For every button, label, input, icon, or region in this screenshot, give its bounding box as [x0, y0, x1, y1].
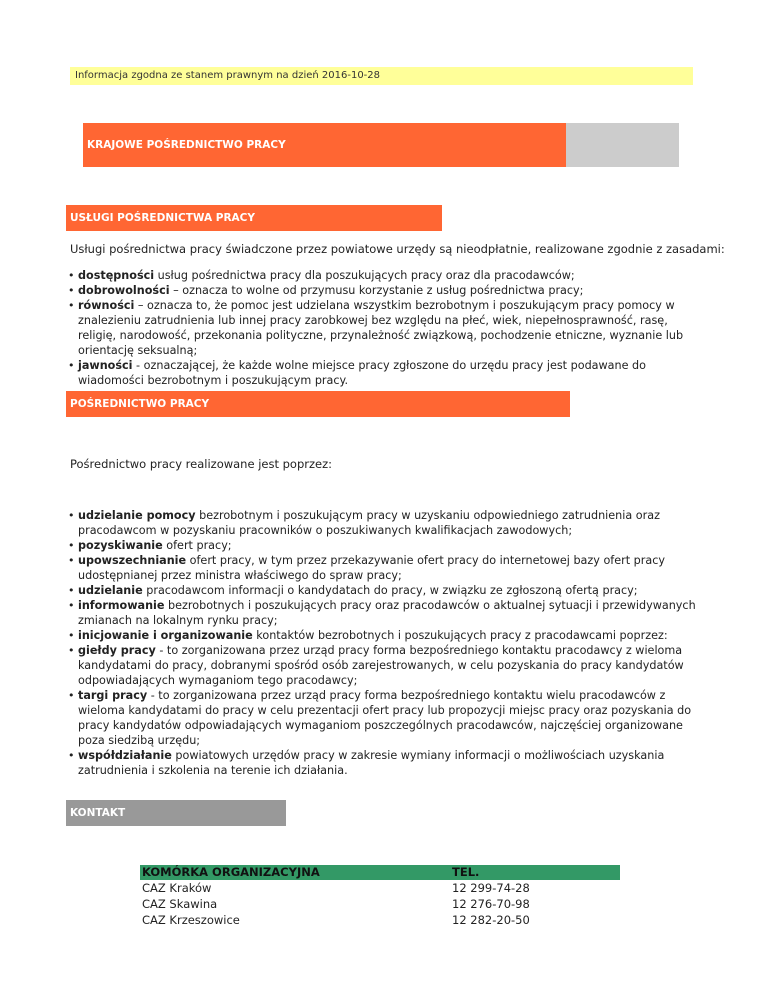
unit-name: CAZ Krzeszowice: [142, 913, 240, 927]
list-item: • dobrowolności – oznacza to wolne od przymusu korzystanie z usług pośrednictwa pracy;: [68, 283, 708, 298]
list-item: • dostępności usług pośrednictwa pracy dla poszukujących pracy oraz dla pracodawców;: [68, 268, 708, 283]
table-row: [140, 912, 620, 928]
list-item: • udzielanie pomocy bezrobotnym i poszukującym pracy w uzyskaniu odpowiedniego zatrudnienia oraz pracodawcom w pozyskaniu pracowników o poszukiwanych kwalifikacjach zawodowych;: [68, 508, 708, 538]
services-intro: Usługi pośrednictwa pracy świadczone przez powiatowe urzędy są nieodpłatnie, realizowane zgodnie z zasadami:: [70, 242, 725, 256]
header-gray-block: [566, 123, 679, 167]
table-header-row: [140, 865, 620, 880]
column-header-phone: TEL.: [450, 865, 620, 880]
legal-status-banner: Informacja zgodna ze stanem prawnym na dzień 2016-10-28: [70, 67, 693, 85]
phone-number: 12 282-20-50: [452, 913, 530, 927]
list-item: • udzielanie pracodawcom informacji o kandydatach do pracy, w związku ze zgłoszoną ofertą pracy;: [68, 583, 708, 598]
section-title-services: USŁUGI POŚREDNICTWA PRACY: [66, 205, 442, 231]
column-header-unit: KOMÓRKA ORGANIZACYJNA: [140, 865, 450, 880]
list-item: • informowanie bezrobotnych i poszukujących pracy oraz pracodawców o aktualnej sytuacji i przewidywanych zmianach na lokalnym rynku pracy;: [68, 598, 708, 628]
section-title-mediation: POŚREDNICTWO PRACY: [66, 391, 570, 417]
list-item: • giełdy pracy - to zorganizowana przez urząd pracy forma bezpośredniego kontaktu pracodawcy z wieloma kandydatami do pracy, dobranymi spośród osób zarejestrowanych, w celu pozyskania do pracy kandydatów odpowiadających wymaganiom tego pracodawcy;: [68, 643, 708, 688]
services-list: [68, 268, 708, 388]
page-title: KRAJOWE POŚREDNICTWO PRACY: [83, 123, 566, 167]
list-item: • targi pracy - to zorganizowana przez urząd pracy forma bezpośredniego kontaktu wielu pracodawców z wieloma kandydatami do pracy w celu prezentacji ofert pracy lub propozycji miejsc pracy oraz pozyskania do pracy kandydatów odpowiadających wymaganiom poszczególnych pracodawców, najczęściej organizowane poza siedzibą urzędu;: [68, 688, 708, 748]
mediation-list: [68, 508, 708, 778]
table-row: [140, 896, 620, 912]
list-item: • jawności - oznaczającej, że każde wolne miejsce pracy zgłoszone do urzędu pracy jest podawane do wiadomości bezrobotnym i poszukującym pracy.: [68, 358, 708, 388]
section-title-contact: KONTAKT: [66, 800, 286, 826]
list-item: • pozyskiwanie ofert pracy;: [68, 538, 708, 553]
phone-number: 12 276-70-98: [452, 897, 530, 911]
list-item: • współdziałanie powiatowych urzędów pracy w zakresie wymiany informacji o możliwościach uzyskania zatrudnienia i szkolenia na terenie ich działania.: [68, 748, 708, 778]
list-item: • inicjowanie i organizowanie kontaktów bezrobotnych i poszukujących pracy z pracodawcami poprzez:: [68, 628, 708, 643]
table-row: [140, 880, 620, 896]
list-item: • upowszechnianie ofert pracy, w tym przez przekazywanie ofert pracy do internetowej bazy ofert pracy udostępnianej przez ministra właściwego do spraw pracy;: [68, 553, 708, 583]
unit-name: CAZ Skawina: [142, 897, 218, 911]
phone-number: 12 299-74-28: [452, 881, 530, 895]
unit-name: CAZ Kraków: [142, 881, 212, 895]
contact-table: [140, 865, 620, 928]
mediation-intro: Pośrednictwo pracy realizowane jest poprzez:: [70, 457, 333, 471]
list-item: • równości – oznacza to, że pomoc jest udzielana wszystkim bezrobotnym i poszukującym pracy pomocy w znalezieniu zatrudnienia lub innej pracy zarobkowej bez względu na płeć, wiek, niepełnosprawność, rasę, religię, narodowość, przekonania polityczne, przynależność związkową, pochodzenie etniczne, wyznanie lub orientację seksualną;: [68, 298, 708, 358]
